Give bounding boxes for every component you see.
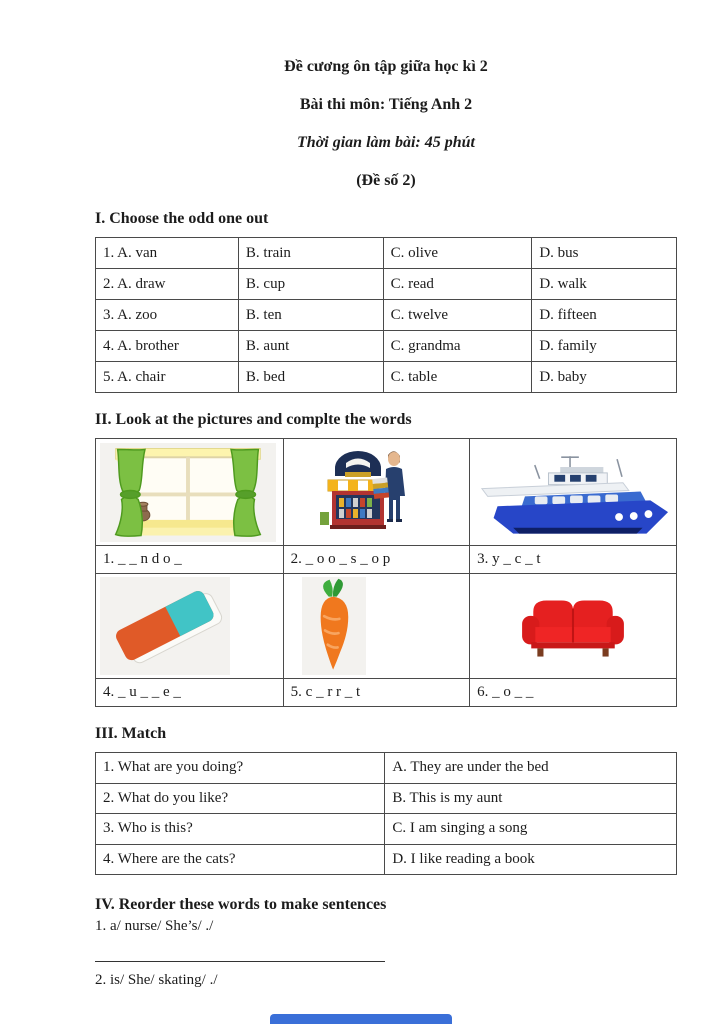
eraser-image xyxy=(100,577,230,675)
match-question: 3. Who is this? xyxy=(96,814,385,845)
bookshop-image xyxy=(300,442,422,542)
answer-option: C. twelve xyxy=(383,300,532,331)
picture-row xyxy=(96,439,677,546)
picture-cell xyxy=(96,439,284,546)
label-row xyxy=(96,679,677,707)
answer-option: B. aunt xyxy=(238,331,383,362)
window-image xyxy=(100,443,276,542)
match-question: 4. Where are the cats? xyxy=(96,844,385,875)
section3-title: III. Match xyxy=(95,725,167,742)
table-row xyxy=(96,269,677,300)
table-row xyxy=(96,238,677,269)
yacht-image xyxy=(474,443,670,542)
word-blank: 2. _ o o _ s _ o p xyxy=(283,546,470,574)
answer-option: 1. A. van xyxy=(96,238,239,269)
picture-cell xyxy=(96,574,284,679)
table-row xyxy=(96,753,677,784)
match-answer: D. I like reading a book xyxy=(385,844,677,875)
bottom-button-fragment[interactable] xyxy=(270,1014,452,1024)
picture-cell xyxy=(470,574,677,679)
document-content xyxy=(95,0,677,989)
answer-line xyxy=(95,961,385,962)
answer-option: B. ten xyxy=(238,300,383,331)
answer-option: 2. A. draw xyxy=(96,269,239,300)
table-row xyxy=(96,331,677,362)
word-blank: 1. _ _ n d o _ xyxy=(96,546,284,574)
exam-number-line: (Đề số 2) xyxy=(356,172,416,189)
carrot-image xyxy=(302,577,366,675)
reorder-item-1: 1. a/ nurse/ She’s/ ./ xyxy=(95,918,214,934)
match-table xyxy=(95,752,677,875)
match-answer: B. This is my aunt xyxy=(385,783,677,814)
word-blank: 4. _ u _ _ e _ xyxy=(96,679,284,707)
match-question: 1. What are you doing? xyxy=(96,753,385,784)
answer-option: D. baby xyxy=(532,362,677,393)
table-row xyxy=(96,362,677,393)
answer-option: 3. A. zoo xyxy=(96,300,239,331)
word-blank: 5. c _ r r _ t xyxy=(283,679,470,707)
section4-title: IV. Reorder these words to make sentences xyxy=(95,896,387,913)
label-row xyxy=(96,546,677,574)
answer-option: C. grandma xyxy=(383,331,532,362)
word-blank: 3. y _ c _ t xyxy=(470,546,677,574)
answer-option: B. train xyxy=(238,238,383,269)
picture-row xyxy=(96,574,677,679)
odd-one-out-table xyxy=(95,237,677,393)
picture-words-table xyxy=(95,438,677,707)
answer-option: C. table xyxy=(383,362,532,393)
match-answer: C. I am singing a song xyxy=(385,814,677,845)
word-blank: 6. _ o _ _ xyxy=(470,679,677,707)
picture-cell xyxy=(470,439,677,546)
answer-option: 5. A. chair xyxy=(96,362,239,393)
document-title: Đề cương ôn tập giữa học kì 2 xyxy=(284,58,488,75)
answer-option: D. family xyxy=(532,331,677,362)
match-answer: A. They are under the bed xyxy=(385,753,677,784)
answer-option: B. bed xyxy=(238,362,383,393)
table-row xyxy=(96,783,677,814)
duration-line: Thời gian làm bài: 45 phút xyxy=(297,134,475,151)
table-row xyxy=(96,814,677,845)
section1-title: I. Choose the odd one out xyxy=(95,210,269,227)
answer-option: D. bus xyxy=(532,238,677,269)
table-row xyxy=(96,844,677,875)
section2-title: II. Look at the pictures and complte the words xyxy=(95,411,412,428)
answer-option: B. cup xyxy=(238,269,383,300)
picture-cell xyxy=(283,439,470,546)
answer-option: D. walk xyxy=(532,269,677,300)
sofa-image xyxy=(517,589,629,663)
subject-line: Bài thi môn: Tiếng Anh 2 xyxy=(299,96,473,113)
answer-option: C. olive xyxy=(383,238,532,269)
answer-option: C. read xyxy=(383,269,532,300)
reorder-item-2: 2. is/ She/ skating/ ./ xyxy=(95,972,218,988)
table-row xyxy=(96,300,677,331)
answer-option: 4. A. brother xyxy=(96,331,239,362)
match-question: 2. What do you like? xyxy=(96,783,385,814)
answer-option: D. fifteen xyxy=(532,300,677,331)
picture-cell xyxy=(283,574,470,679)
